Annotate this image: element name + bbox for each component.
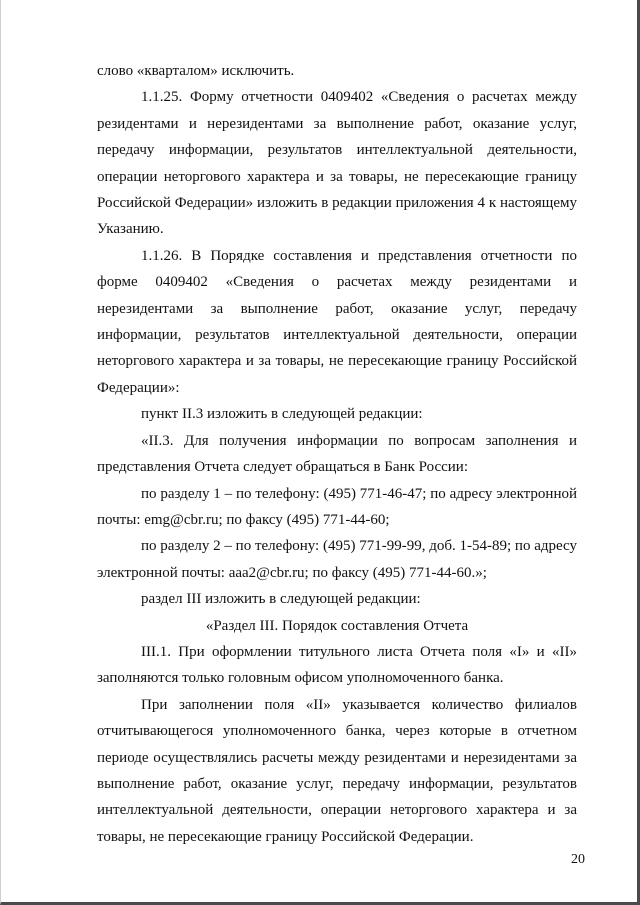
paragraph-item-ii3-intro: пункт II.3 изложить в следующей редакции: — [141, 406, 423, 423]
paragraph-1-1-25: 1.1.25. Форму отчетности 0409402 «Сведения о расчетах между резидентами и нерезидентами за выполнение работ, оказание услуг, передачу информации, результатов интеллектуальной деятельности, операции неторгового характера и за товары, не пересекающие границу Российской Федерации» изложить в редакции приложения 4 к настоящему Указанию. — [97, 89, 577, 238]
paragraph-section-2-contacts: по разделу 2 – по телефону: (495) 771-99-99, доб. 1-54-89; по адресу электронной почты: aaa2@cbr.ru; по факсу (495) 771-44-60.»; — [97, 538, 577, 581]
section-iii-heading: «Раздел III. Порядок составления Отчета — [205, 617, 469, 634]
paragraph-1-1-26: 1.1.26. В Порядке составления и представления отчетности по форме 0409402 «Сведения о расчетах между резидентами и нерезидентами за выполнение работ, оказание услуг, передачу информации, результатов интеллектуальной деятельности, операции неторгового характера и за товары, не пересекающие границу Российской Федерации»: — [97, 247, 577, 396]
page-number: 20 — [571, 852, 585, 867]
paragraph-iii1: III.1. При оформлении титульного листа Отчета поля «I» и «II» заполняются только головным офисом уполномоченного банка. — [97, 643, 577, 687]
document-body — [97, 58, 577, 850]
paragraph-ii3: «II.3. Для получения информации по вопросам заполнения и представления Отчета следует обращаться в Банк России: — [97, 432, 577, 476]
paragraph-intro: слово «кварталом» исключить. — [97, 63, 295, 79]
paragraph-section-1-contacts: по разделу 1 – по телефону: (495) 771-46-47; по адресу электронной почты: emg@cbr.ru; по факсу (495) 771-44-60; — [97, 485, 577, 528]
paragraph-field-ii: При заполнении поля «II» указывается количество филиалов отчитывающегося уполномоченного банка, через которые в отчетном периоде осуществлялись расчеты между резидентами и нерезидентами за выполнение работ, оказание услуг, передачу информации, результатов интеллектуальной деятельности, операции неторгового характера и за товары, не пересекающие границу Российской Федерации. — [97, 696, 577, 845]
paragraph-section-iii-intro: раздел III изложить в следующей редакции: — [141, 591, 421, 608]
